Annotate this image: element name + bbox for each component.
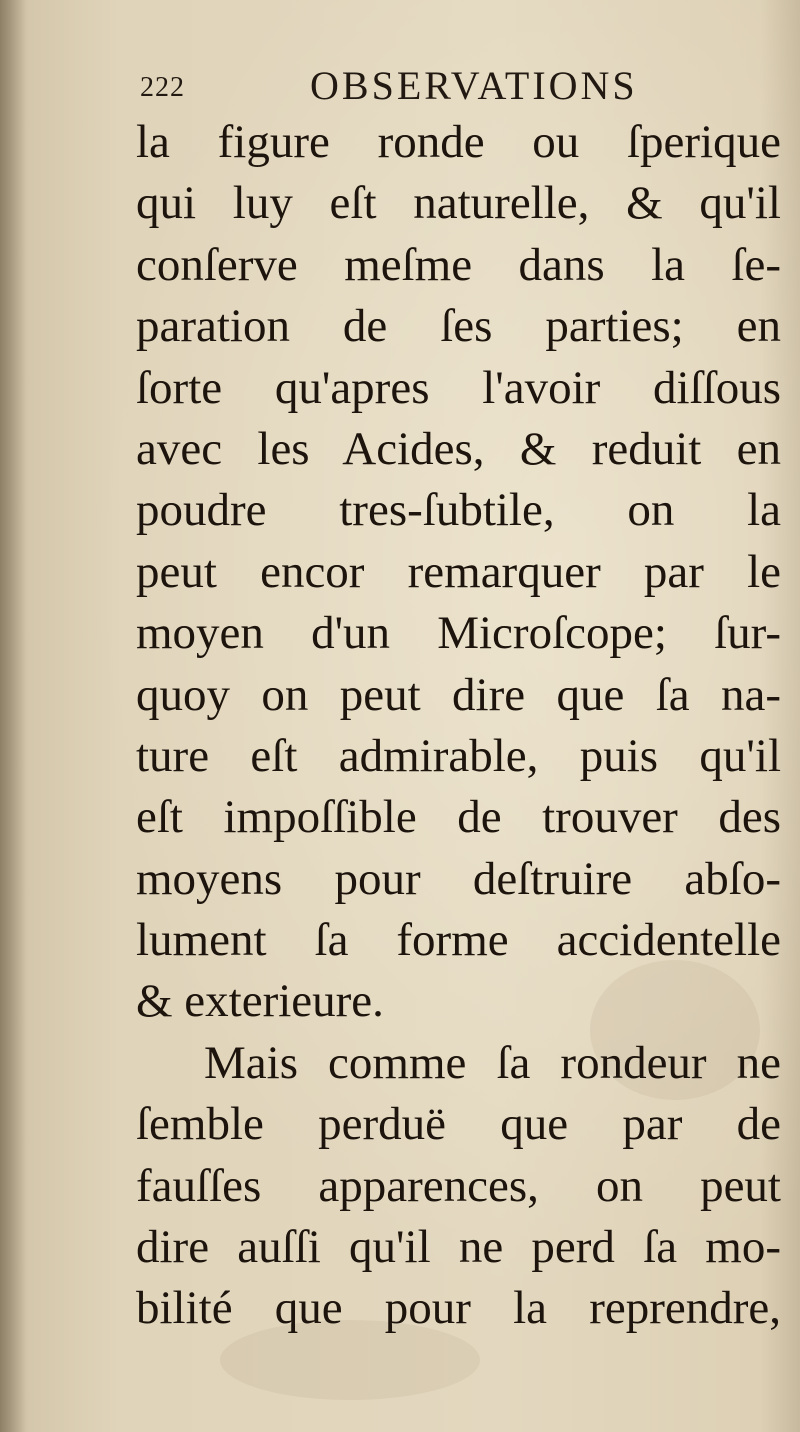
text-line: qui luy eſt naturelle, & qu'il bbox=[136, 177, 781, 230]
text-line: paration de ſes parties; en bbox=[136, 300, 781, 353]
text-line: ſorte qu'apres l'avoir diſſous bbox=[136, 361, 781, 414]
text-line: la figure ronde ou ſperique bbox=[136, 116, 781, 168]
text-line: dire auſſi qu'il ne perd ſa mo- bbox=[136, 1221, 781, 1274]
page-header bbox=[140, 62, 700, 112]
page-number: 222 bbox=[140, 72, 185, 103]
body-text bbox=[136, 112, 786, 1340]
text-line: quoy on peut dire que ſa na- bbox=[136, 668, 781, 721]
text-line: ture eſt admirable, puis qu'il bbox=[136, 729, 781, 782]
text-line: conſerve meſme dans la ſe- bbox=[136, 238, 781, 291]
text-line: & exterieure. bbox=[136, 975, 384, 1028]
paragraph-first-line: Mais comme ſa rondeur ne bbox=[204, 1036, 781, 1089]
text-line: eſt impoſſible de trouver des bbox=[136, 791, 781, 844]
text-line: poudre tres-ſubtile, on la bbox=[136, 484, 781, 537]
text-line: moyens pour deſtruire abſo- bbox=[136, 852, 781, 905]
text-line: bilité que pour la reprendre, bbox=[136, 1282, 781, 1335]
text-line: avec les Acides, & reduit en bbox=[136, 422, 781, 475]
gutter-shadow bbox=[0, 0, 26, 1432]
running-title: OBSERVATIONS bbox=[310, 63, 638, 108]
text-line: ſemble perduë que par de bbox=[136, 1098, 781, 1151]
text-line: fauſſes apparences, on peut bbox=[136, 1159, 781, 1212]
text-line: peut encor remarquer par le bbox=[136, 545, 781, 598]
text-line: moyen d'un Microſcope; ſur- bbox=[136, 607, 781, 660]
text-line: lument ſa forme accidentelle bbox=[136, 914, 781, 967]
